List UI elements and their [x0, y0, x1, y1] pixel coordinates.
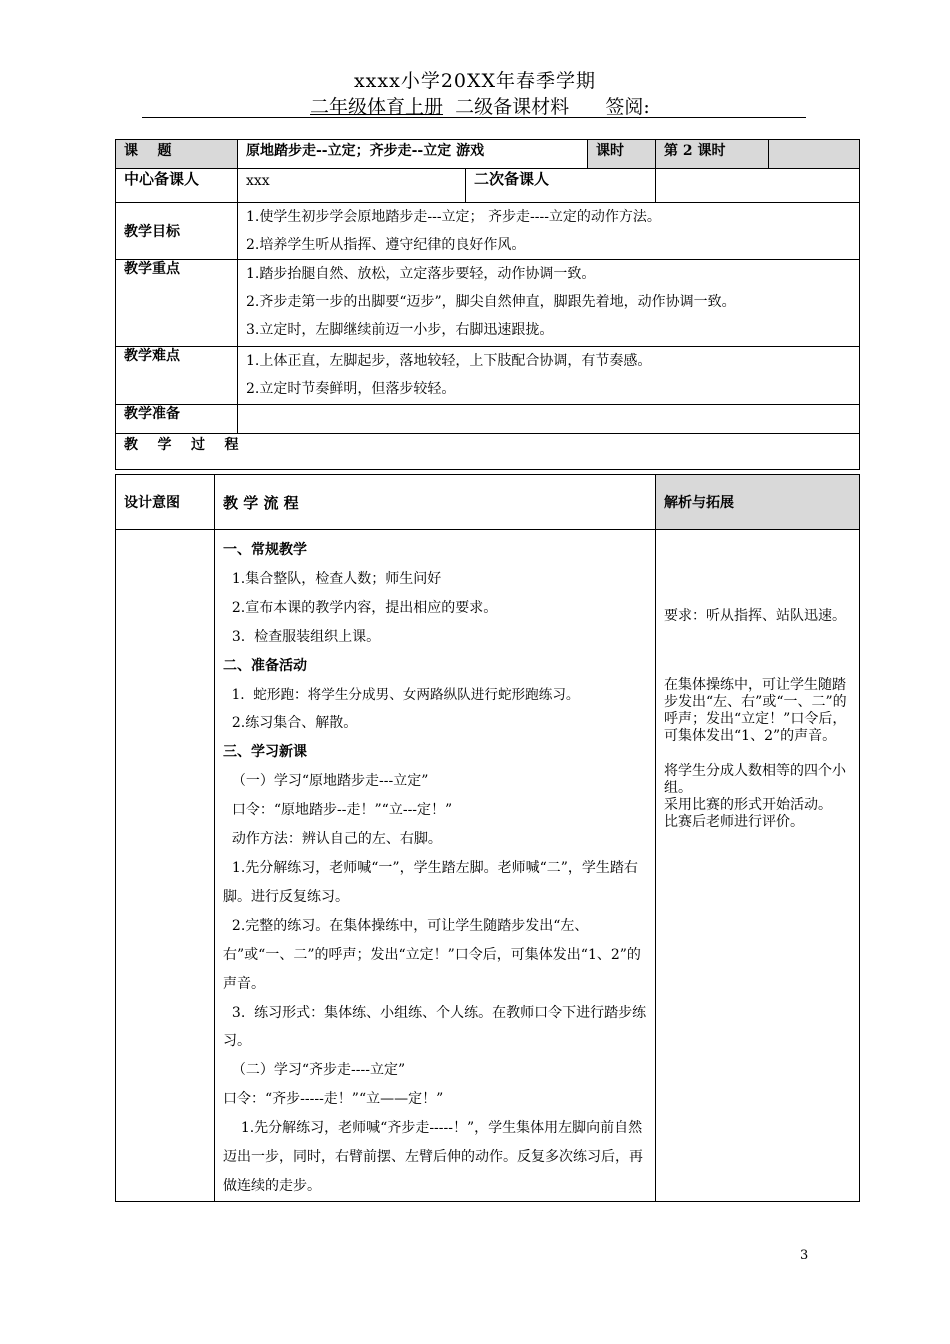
doc-title: xxxx小学20XX年春季学期: [353, 70, 597, 92]
key-point-item: 2.齐步走第一步的出脚要“迈步”，脚尖自然伸直，脚跟先着地，动作协调一致。: [246, 294, 736, 310]
flow-section-title: 一、常规教学: [223, 542, 307, 558]
key-points-label: 教学重点: [116, 260, 238, 347]
difficult-point-item: 1.上体正直，左脚起步，落地较轻，上下肢配合协调，有节奏感。: [246, 353, 652, 369]
intent-header: 设计意图: [116, 475, 215, 530]
analysis-cell: [656, 530, 860, 1202]
second-teacher-value: [656, 169, 860, 203]
doc-subtitle: [310, 92, 650, 119]
flow-line: 2.宣布本课的教学内容，提出相应的要求。: [223, 599, 498, 616]
key-point-item: 3.立定时，左脚继续前迈一小步，右脚迅速跟拢。: [246, 322, 554, 338]
difficult-point-item: 2.立定时节奏鲜明，但落步较轻。: [246, 381, 456, 397]
key-points-cell: [238, 260, 860, 347]
analysis-header: 解析与拓展: [656, 475, 860, 530]
header-rule: [142, 117, 806, 118]
flow-line: 动作方法：辨认自己的左、右脚。: [223, 831, 442, 848]
difficult-points-label: 教学难点: [116, 347, 238, 405]
flow-header: 教 学 流 程: [215, 475, 656, 530]
second-teacher-label: 二次备课人: [466, 169, 656, 203]
flow-line: 1.先分解练习，老师喊“齐步走-----！”，学生集体用左脚向前自然迈出一步，同时，右臂前摆、左臂后伸的动作。反复多次练习后，再做连续的走步。: [223, 1120, 643, 1194]
period-blank: [769, 140, 860, 169]
main-teacher-value: xxx: [238, 169, 466, 203]
flow-line: 口令：“齐步-----走！”“立——定！”: [223, 1091, 444, 1108]
key-point-item: 1.踏步抬腿自然、放松，立定落步要轻，动作协调一致。: [246, 266, 596, 282]
material-signoff: 二级备课材料 签阅:: [443, 96, 650, 118]
goals-label: 教学目标: [116, 203, 238, 260]
goal-item: 2.培养学生听从指挥、遵守纪律的良好作风。: [246, 237, 526, 253]
analysis-note: 在集体操练中，可让学生随踏步发出“左、右”或“一、二”的呼声；发出“立定！”口令后，可集体发出“1、2”的声音。: [664, 677, 847, 744]
analysis-note: 将学生分成人数相等的四个小组。: [664, 763, 846, 796]
page-number: 3: [800, 1248, 809, 1263]
flow-line: 3. 检查服装组织上课。: [223, 628, 381, 645]
process-table: [115, 474, 860, 1202]
prep-label: 教学准备: [116, 405, 238, 434]
prep-value: [238, 405, 860, 434]
flow-line: 1. 蛇形跑：将学生分成男、女两路纵队进行蛇形跑练习。: [223, 686, 580, 703]
flow-line: 1.集合整队，检查人数；师生问好: [223, 570, 442, 587]
flow-line: 口令：“原地踏步--走！”“立---定！”: [223, 802, 453, 819]
grade-subject: 二年级体育上册: [310, 96, 444, 118]
main-teacher-label: 中心备课人: [116, 169, 238, 203]
difficult-points-cell: [238, 347, 860, 405]
flow-line: （二）学习“齐步走----立定”: [223, 1062, 406, 1079]
goal-item: 1.使学生初步学会原地踏步走---立定； 齐步走----立定的动作方法。: [246, 209, 661, 225]
lesson-info-table: [115, 139, 860, 470]
flow-section-title: 三、学习新课: [223, 744, 307, 761]
analysis-note: 采用比赛的形式开始活动。: [664, 797, 832, 813]
flow-line: 3. 练习形式：集体练、小组练、个人练。在教师口令下进行踏步练习。: [223, 1004, 647, 1050]
process-heading: 教 学 过 程: [116, 434, 860, 470]
topic-label: 课 题: [116, 140, 238, 169]
analysis-note: 要求：听从指挥、站队迅速。: [664, 608, 846, 624]
period-label: 课时: [588, 140, 656, 169]
intent-cell: [116, 530, 215, 1202]
goals-cell: [238, 203, 860, 260]
flow-cell: [215, 530, 656, 1202]
analysis-note: 比赛后老师进行评价。: [664, 814, 804, 830]
topic-value: 原地踏步走--立定；齐步走--立定 游戏: [238, 140, 588, 169]
flow-line: （一）学习“原地踏步走---立定”: [223, 773, 429, 790]
flow-section-title: 二、准备活动: [223, 657, 307, 674]
flow-line: 2.练习集合、解散。: [223, 715, 358, 732]
flow-line: 2.完整的练习。在集体操练中，可让学生随踏步发出“左、右”或“一、二”的呼声；发出“立定！”口令后，可集体发出“1、2”的声音。: [223, 917, 641, 992]
flow-line: 1.先分解练习，老师喊“一”，学生踏左脚。老师喊“二”，学生踏右脚。进行反复练习。: [223, 859, 638, 905]
period-value: 第 2 课时: [656, 140, 769, 169]
